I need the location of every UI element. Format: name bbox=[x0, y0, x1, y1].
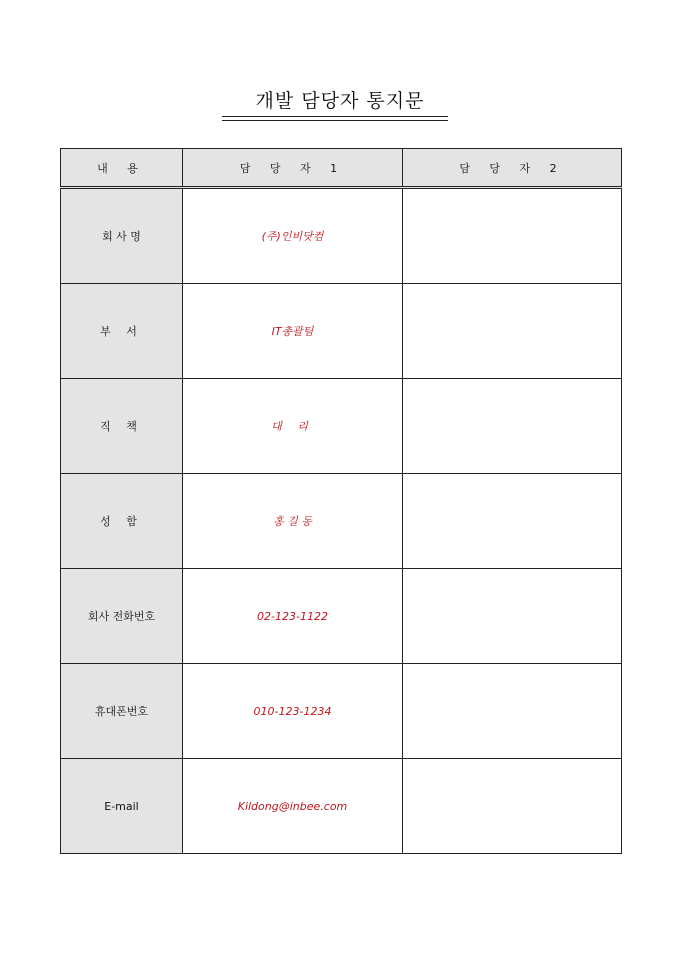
label-company: 회 사 명 bbox=[61, 188, 183, 284]
contact-notice-table bbox=[60, 148, 622, 854]
contact2-email[interactable] bbox=[403, 759, 622, 854]
label-position: 직 책 bbox=[61, 379, 183, 474]
table-row-mobile bbox=[61, 664, 622, 759]
label-department: 부 서 bbox=[61, 284, 183, 379]
header-label: 내 용 bbox=[61, 149, 183, 188]
contact1-mobile[interactable]: 010-123-1234 bbox=[183, 664, 403, 759]
title-double-underline bbox=[222, 116, 448, 121]
label-office-phone: 회사 전화번호 bbox=[61, 569, 183, 664]
contact2-department[interactable] bbox=[403, 284, 622, 379]
label-mobile: 휴대폰번호 bbox=[61, 664, 183, 759]
contact1-company[interactable]: (주)인비닷컴 bbox=[183, 188, 403, 284]
table-row-name bbox=[61, 474, 622, 569]
label-email: E-mail bbox=[61, 759, 183, 854]
header-contact-1: 담 당 자 1 bbox=[183, 149, 403, 188]
contact2-name[interactable] bbox=[403, 474, 622, 569]
table-row-email bbox=[61, 759, 622, 854]
table-row-department bbox=[61, 284, 622, 379]
header-contact-2: 담 당 자 2 bbox=[403, 149, 622, 188]
label-name: 성 함 bbox=[61, 474, 183, 569]
contact1-name[interactable]: 홍 길 동 bbox=[183, 474, 403, 569]
contact1-email[interactable]: Kildong@inbee.com bbox=[183, 759, 403, 854]
contact1-department[interactable]: IT총괄팀 bbox=[183, 284, 403, 379]
contact2-company[interactable] bbox=[403, 188, 622, 284]
table-header-row bbox=[61, 149, 622, 188]
contact1-office-phone[interactable]: 02-123-1122 bbox=[183, 569, 403, 664]
contact1-position[interactable]: 대 리 bbox=[183, 379, 403, 474]
contact2-office-phone[interactable] bbox=[403, 569, 622, 664]
contact2-position[interactable] bbox=[403, 379, 622, 474]
document-title: 개발 담당자 통지문 bbox=[255, 90, 425, 112]
table-row-office-phone bbox=[61, 569, 622, 664]
table-row-position bbox=[61, 379, 622, 474]
table-row-company bbox=[61, 188, 622, 284]
contact2-mobile[interactable] bbox=[403, 664, 622, 759]
